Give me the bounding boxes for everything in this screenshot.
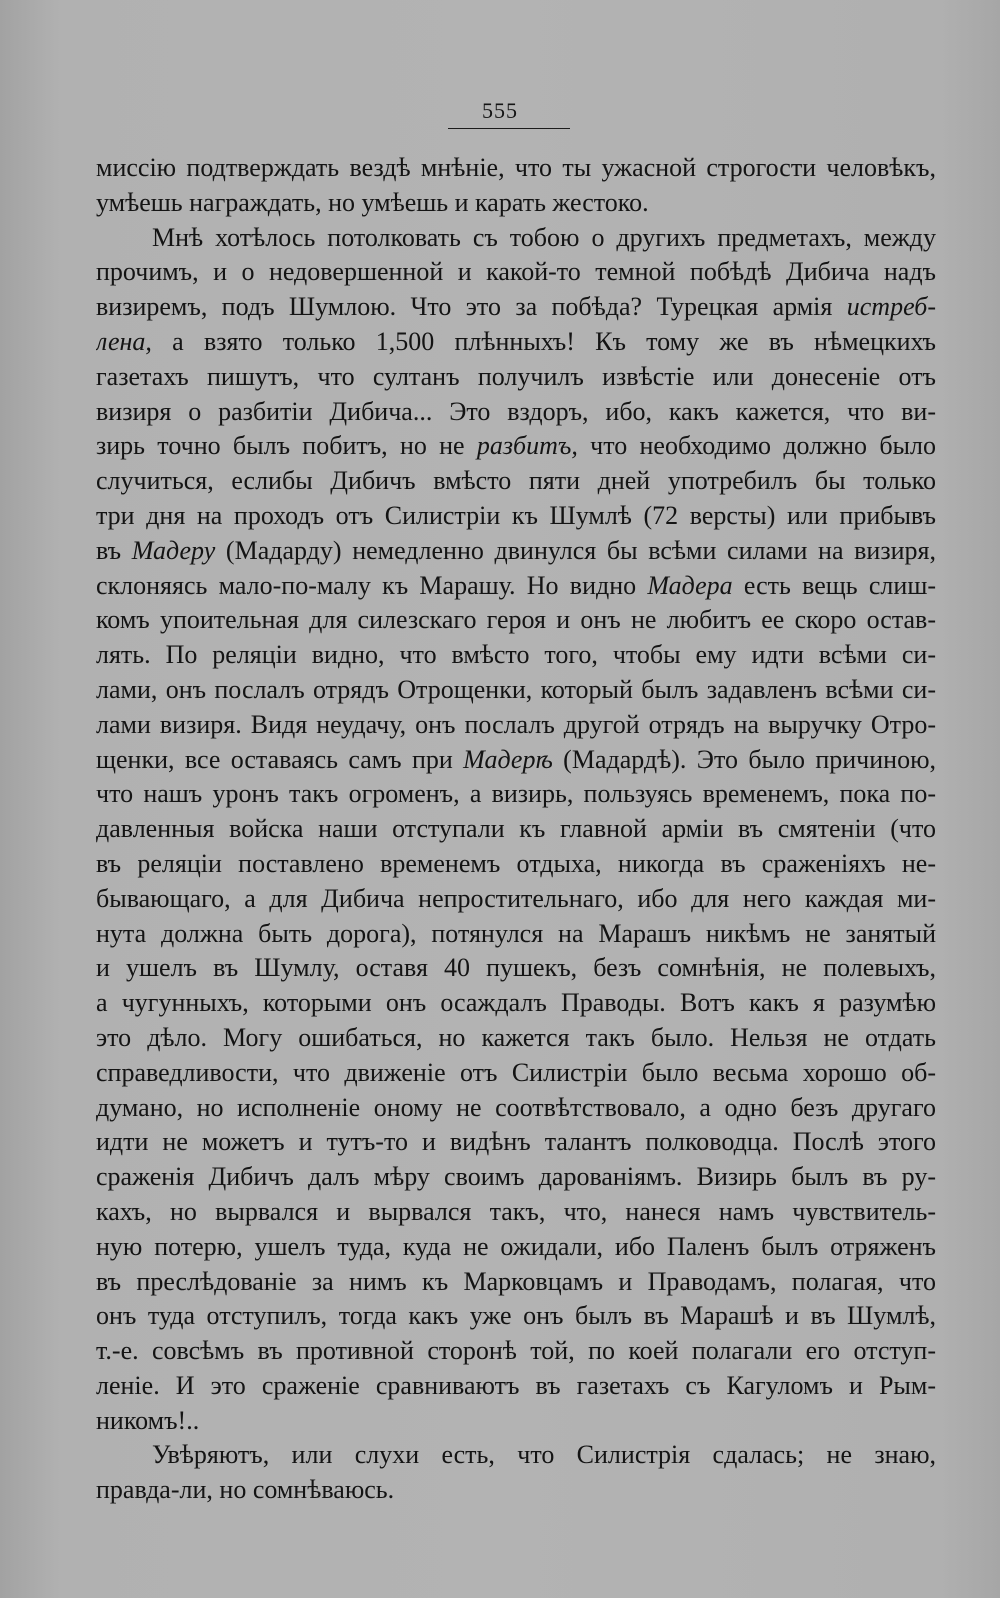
- text-line: [96, 255, 936, 290]
- text-segment: справедливости, что движеніе отъ Силистріи было весьма хорошо об-: [96, 1057, 936, 1087]
- text-line: [96, 360, 936, 395]
- text-segment: зирь точно былъ побитъ, но не: [96, 431, 477, 461]
- text-segment: склоняясь мало-по-малу къ Марашу. Но видно: [96, 570, 648, 600]
- header-rule: [448, 128, 570, 129]
- text-segment: Мнѣ хотѣлось потолковать съ тобою о другихъ предметахъ, между: [152, 222, 936, 252]
- text-line: [96, 1195, 936, 1230]
- text-line: [96, 1091, 936, 1126]
- text-segment: онъ туда отступилъ, тогда какъ уже онъ былъ въ Марашѣ и въ Шумлѣ,: [96, 1301, 936, 1331]
- paragraph: [96, 221, 936, 1439]
- text-line: [96, 1299, 936, 1334]
- text-segment: и ушелъ въ Шумлу, оставя 40 пушекъ, безъ сомнѣнія, не полевыхъ,: [96, 953, 936, 983]
- text-line: [96, 986, 936, 1021]
- text-segment: лять. По реляціи видно, что вмѣсто того, чтобы ему идти всѣми си-: [96, 640, 936, 670]
- text-segment: (Мадардѣ). Это было причиною,: [552, 744, 936, 774]
- text-segment: лами, онъ послалъ отрядъ Отрощенки, который былъ задавленъ всѣми си-: [96, 674, 936, 704]
- text-segment: ную потерю, ушелъ туда, куда не ожидали, ибо Паленъ былъ отряженъ: [96, 1231, 936, 1261]
- text-line: [96, 569, 936, 604]
- text-line: [96, 847, 936, 882]
- italic-text: Мадера: [647, 570, 733, 600]
- text-line: [96, 1230, 936, 1265]
- text-segment: идти не можетъ и тутъ-то и видѣнъ талантъ полководца. Послѣ этого: [96, 1127, 936, 1157]
- text-line: [96, 812, 936, 847]
- text-line: [96, 1160, 936, 1195]
- text-line: [96, 1334, 936, 1369]
- italic-text: истреб-: [846, 292, 936, 322]
- text-segment: умѣешь награждать, но умѣешь и карать жестоко.: [96, 187, 649, 217]
- italic-text: Мадерѣ: [463, 744, 553, 774]
- text-segment: (Мадарду) немедленно двинулся бы всѣми силами на визиря,: [215, 535, 936, 565]
- italic-text: разбитъ,: [476, 431, 578, 461]
- text-line: [96, 743, 936, 778]
- text-segment: думано, но исполненіе оному не соотвѣтствовало, а одно безъ другаго: [96, 1092, 936, 1122]
- text-line: [96, 603, 936, 638]
- text-line: [96, 777, 936, 812]
- text-line: [96, 221, 936, 256]
- text-line: [96, 186, 936, 221]
- text-segment: нута должна быть дорога), потянулся на Марашъ никѣмъ не занятый: [96, 918, 936, 948]
- text-line: [96, 1369, 936, 1404]
- text-segment: что нашъ уронъ такъ огроменъ, а визирь, пользуясь временемъ, пока по-: [96, 779, 936, 809]
- text-line: [96, 1125, 936, 1160]
- text-line: [96, 151, 936, 186]
- text-segment: Увѣряютъ, или слухи есть, что Силистрія сдалась; не знаю,: [152, 1440, 936, 1470]
- paragraph: [96, 1438, 936, 1508]
- page-number: 555: [482, 98, 518, 123]
- text-segment: въ преслѣдованіе за нимъ къ Марковцамъ и Праводамъ, полагая, что: [96, 1266, 936, 1296]
- text-segment: визиря о разбитіи Дибича... Это вздоръ, ибо, какъ кажется, что ви-: [96, 396, 936, 426]
- text-line: [96, 673, 936, 708]
- text-line: [96, 464, 936, 499]
- text-segment: лами визиря. Видя неудачу, онъ послалъ другой отрядъ на выручку Отро-: [96, 709, 936, 739]
- text-segment: бывающаго, а для Дибича непростительнаго, ибо для него каждая ми-: [96, 883, 936, 913]
- text-line: [96, 499, 936, 534]
- text-line: [96, 429, 936, 464]
- text-line: [96, 534, 936, 569]
- text-segment: кахъ, но вырвался и вырвался такъ, что, нанеся намъ чувствитель-: [96, 1196, 936, 1226]
- text-segment: есть вещь слиш-: [732, 570, 936, 600]
- text-segment: въ: [96, 535, 132, 565]
- text-line: [96, 1021, 936, 1056]
- text-segment: т.-е. совсѣмъ въ противной сторонѣ той, по коей полагали его отступ-: [96, 1336, 936, 1366]
- text-line: [96, 638, 936, 673]
- text-line: [96, 708, 936, 743]
- text-segment: случиться, еслибы Дибичъ вмѣсто пяти дней употребилъ бы только: [96, 466, 936, 496]
- text-segment: никомъ!..: [96, 1405, 200, 1435]
- text-segment: комъ упоительная для силезскаго героя и онъ не любитъ ее скоро остав-: [96, 605, 936, 635]
- text-line: [96, 882, 936, 917]
- italic-text: лена,: [96, 326, 152, 356]
- text-line: [96, 1473, 936, 1508]
- text-line: [96, 1404, 936, 1439]
- text-segment: правда-ли, но сомнѣваюсь.: [96, 1475, 395, 1505]
- text-segment: это дѣло. Могу ошибаться, но кажется такъ было. Нельзя не отдать: [96, 1022, 936, 1052]
- text-segment: а чугунныхъ, которыми онъ осаждалъ Праводы. Вотъ какъ я разумѣю: [96, 988, 936, 1018]
- text-line: [96, 1438, 936, 1473]
- text-segment: леніе. И это сраженіе сравниваютъ въ газетахъ съ Кагуломъ и Рым-: [96, 1370, 936, 1400]
- text-segment: газетахъ пишутъ, что султанъ получилъ извѣстіе или донесеніе отъ: [96, 361, 936, 391]
- body-text: [96, 151, 936, 1508]
- text-line: [96, 917, 936, 952]
- paragraph: [96, 151, 936, 221]
- text-line: [96, 1056, 936, 1091]
- text-segment: три дня на проходъ отъ Силистріи къ Шумлѣ (72 версты) или прибывъ: [96, 500, 936, 530]
- text-segment: прочимъ, и о недовершенной и какой-то темной побѣдѣ Дибича надъ: [96, 257, 936, 287]
- text-segment: визиремъ, подъ Шумлою. Что это за побѣда? Турецкая армія: [96, 292, 847, 322]
- text-line: [96, 951, 936, 986]
- text-segment: давленныя войска наши отступали къ главной арміи въ смятеніи (что: [96, 814, 936, 844]
- text-segment: сраженія Дибичъ далъ мѣру своимъ дарованіямъ. Визирь былъ въ ру-: [96, 1162, 936, 1192]
- text-line: [96, 290, 936, 325]
- text-segment: щенки, все оставаясь самъ при: [96, 744, 464, 774]
- text-segment: что необходимо должно было: [577, 431, 936, 461]
- text-segment: а взято только 1,500 плѣнныхъ! Къ тому же въ нѣмецкихъ: [151, 326, 936, 356]
- text-line: [96, 1265, 936, 1300]
- text-segment: миссію подтверждать вездѣ мнѣніе, что ты ужасной строгости человѣкъ,: [96, 153, 936, 182]
- text-line: [96, 395, 936, 430]
- text-line: [96, 325, 936, 360]
- text-segment: въ реляціи поставлено временемъ отдыха, никогда въ сраженіяхъ не-: [96, 848, 936, 878]
- italic-text: Мадеру: [131, 535, 216, 565]
